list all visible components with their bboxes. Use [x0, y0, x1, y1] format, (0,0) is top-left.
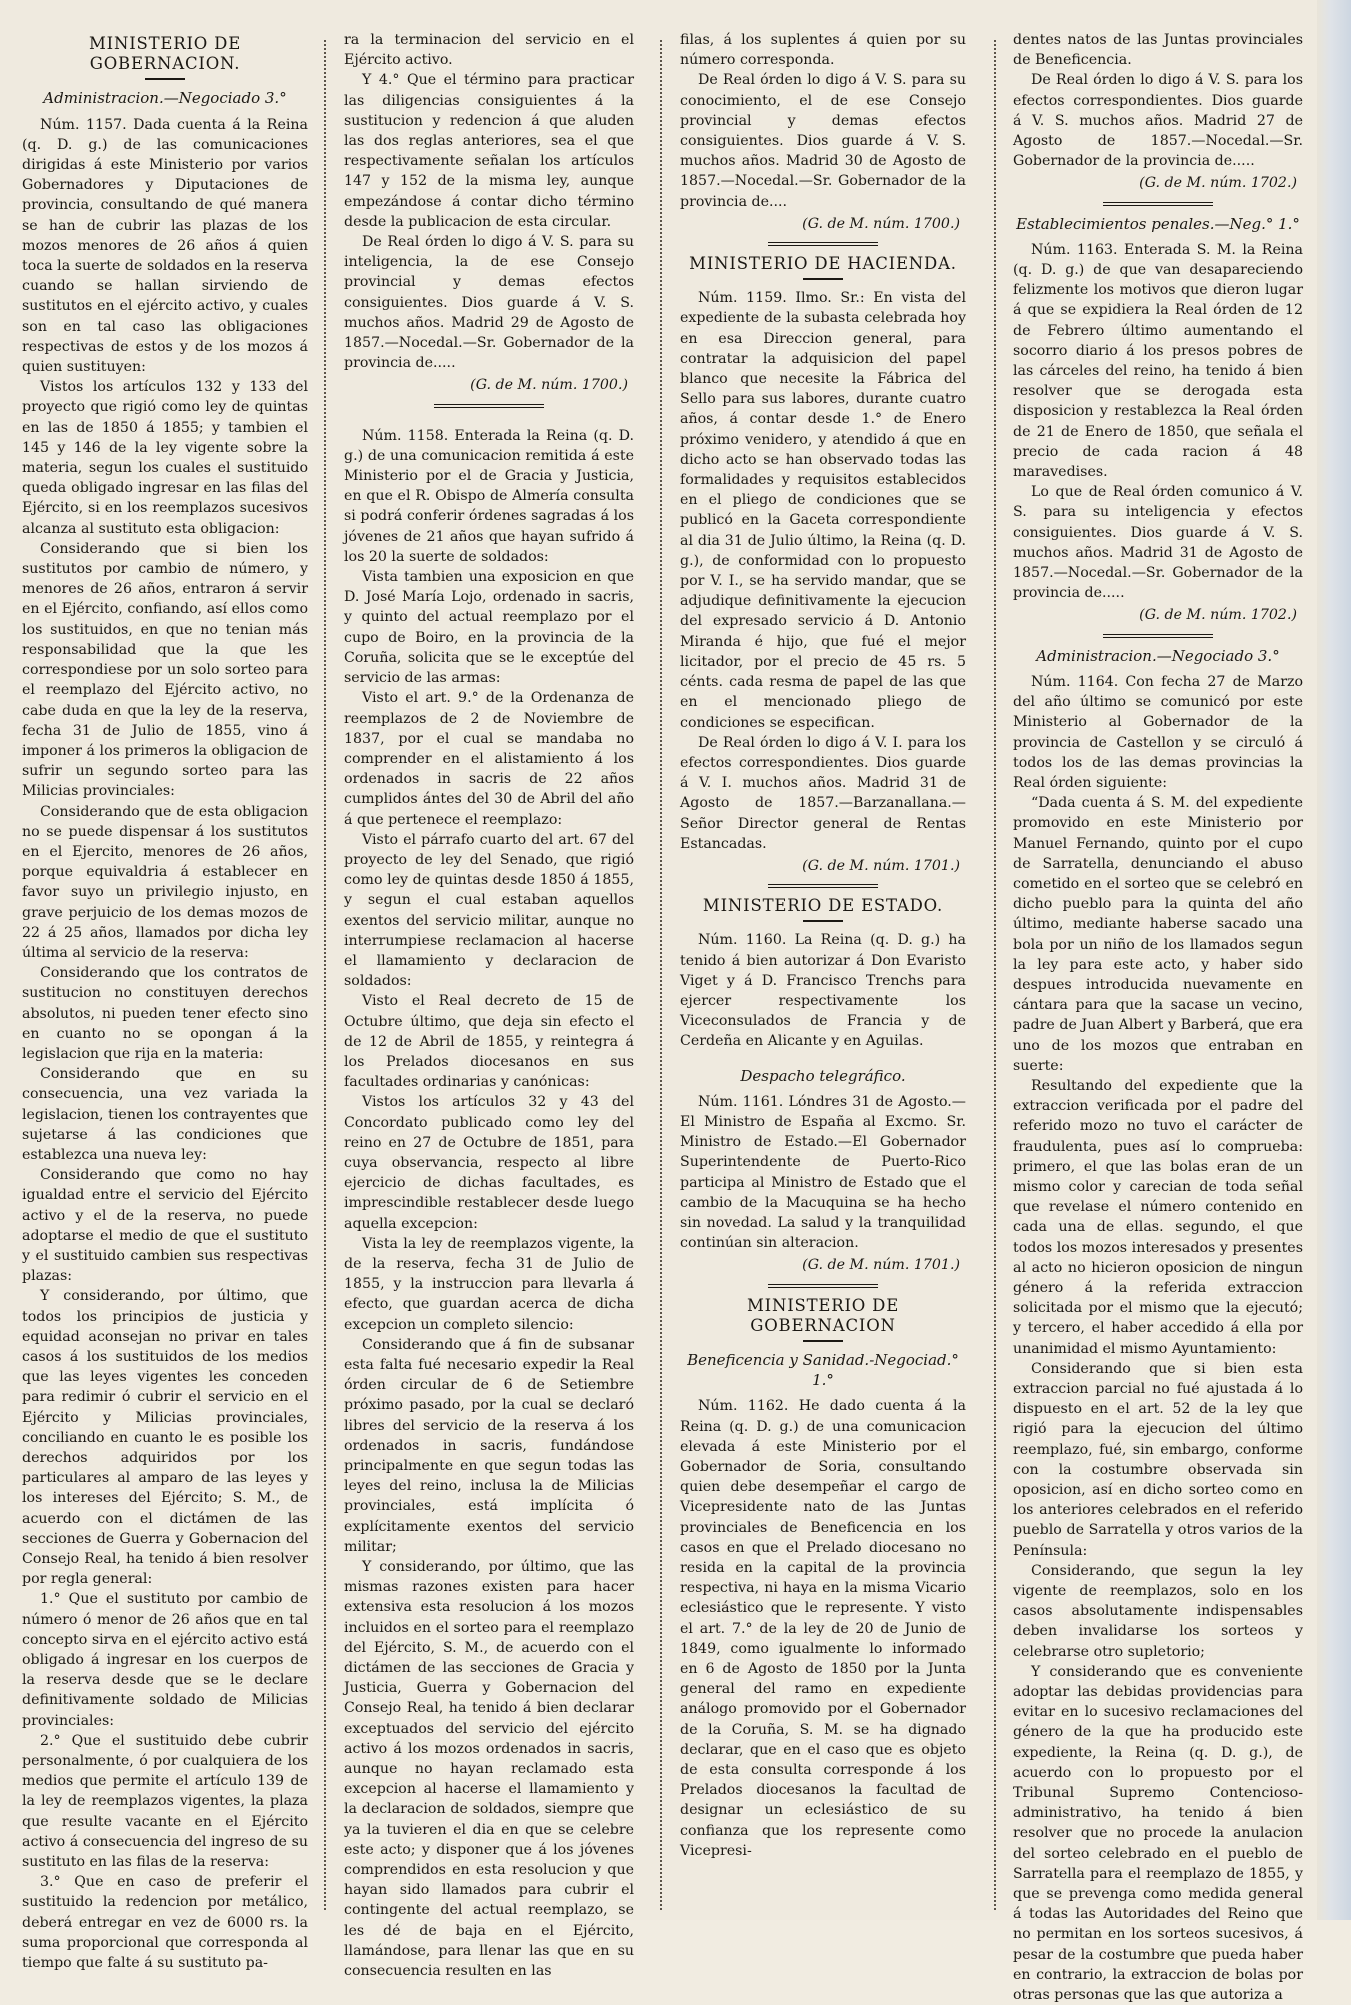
paragraph: ra la terminacion del servicio en el Ejército activo.	[344, 32, 634, 69]
column-divider	[994, 40, 996, 1910]
divider	[768, 1284, 878, 1288]
page-edge	[1317, 0, 1351, 1920]
paragraph: Visto el art. 9.° de la Ordenanza de reemplazos de 2 de Noviembre de 1837, por el cual se mandaba no comprender en el alistamiento á los ordenados in sacris de 22 años cumplidos ántes del 30 de Abril del año á que pertenece el reemplazo:	[344, 690, 634, 828]
paragraph: Y considerando, por último, que las mismas razones existen para hacer extensiva esta resolucion á los mozos incluidos en el sorteo para el reemplazo del Ejército, S. M., de acuerdo con el dictámen de las secciones de Gracia y Justicia, Guerra y Gobernacion del Consejo Real, ha tenido á bien declarar exceptuados del servicio del ejército activo á los mozos ordenados in sacris, aunque no hayan reclamado esta excepcion al hacerse el llamamiento y la declaracion de soldados, siempre que ya la tuvieren el dia en que se celebre este acto; y disponer que á los jóvenes comprendidos en esta resolucion y que hayan sido llamados para cubrir el contingente del actual reemplazo, se les dé de baja en el Ejército, llamándose, para llenar las que en su consecuencia resulten en las	[344, 1559, 634, 1980]
paragraph: “Dada cuenta á S. M. del expediente promovido en este Ministerio por Manuel Fernando, quinto por el cupo de Sarratella, denunciando el abuso cometido en el sorteo que se celebró en dicho pueblo para la quinta del año último, mediante haberse sacado una bola por un niño de los llamados segun la ley para este acto, y haber sido despues introducida nuevamente en cántara para que la sacase un vecino, padre de Juan Albert y Barberá, que era uno de los mozos que entraban en suerte:	[1013, 795, 1303, 1074]
divider	[803, 920, 843, 922]
paragraph: Lo que de Real órden comunico á V. S. para su inteligencia y efectos consiguientes. Dios guarde á V. S. muchos años. Madrid 31 de Agosto de 1857.—Nocedal.—Sr. Gobernador de la provincia de.....	[1013, 484, 1303, 602]
column-1	[22, 30, 308, 1972]
paragraph: Vista la ley de reemplazos vigente, la de la reserva, fecha 31 de Julio de 1855, y la instruccion para llevarla á efecto, que guardan acerca de dicha excepcion un completo silencio:	[344, 1235, 634, 1333]
paragraph: De Real órden lo digo á V. S. para los efectos correspondientes. Dios guarde á V. S. muchos años. Madrid 27 de Agosto de 1857.—Nocedal.—Sr. Gobernador de la provincia de.....	[1013, 72, 1303, 170]
gazette-reference: (G. de M. núm. 1702.)	[1139, 607, 1297, 624]
paragraph: dentes natos de las Juntas provinciales de Beneficencia.	[1013, 32, 1303, 69]
gazette-reference: (G. de M. núm. 1701.)	[802, 857, 960, 874]
gazette-reference: (G. de M. núm. 1700.)	[802, 215, 960, 232]
divider	[1103, 202, 1213, 206]
paragraph: Y 4.° Que el término para practicar las diligencias consiguientes á la sustitucion y redencion á que aluden las dos reglas anteriores, sea el que respectivamente señalan los artículos 147 y 152 de la misma ley, aunque empezándose á contar dicho término desde la publicacion de esta circular.	[344, 72, 634, 230]
divider	[434, 404, 544, 408]
paragraph: Visto el Real decreto de 15 de Octubre último, que deja sin efecto el de 12 de Abril de 1855, y reintegra á los Prelados diocesanos en sus facultades ordinarias y canónicas:	[344, 993, 634, 1091]
column-3	[680, 30, 966, 1910]
section-title: Administracion.—Negociado 3.°	[1036, 646, 1280, 665]
paragraph: Considerando que si bien esta extraccion parcial no fué ajustada á lo dispuesto en el art. 52 de la ley que rigió para la ejecucion del último reemplazo, fué, sin embargo, conforme con la costumbre observada sin oposicion, así en dicho sorteo como en los anteriores celebrados en el referido pueblo de Sarratella y otros varios de la Península:	[1013, 1360, 1303, 1559]
gazette-reference: (G. de M. núm. 1700.)	[470, 377, 628, 394]
paragraph: 1.° Que el sustituto por cambio de número ó menor de 26 años que en tal concepto sirva en el ejército activo está obligado á ingresar en los cuerpos de la reserva desde que se le declare definitivamente soldado de Milicias provinciales:	[22, 1591, 308, 1729]
paragraph: Y considerando que es conveniente adoptar las debidas providencias para evitar en lo sucesivo reclamaciones del género de la que ha producido este expediente, la Reina (q. D. g.), de acuerdo con lo propuesto por el Tribunal Supremo Contencioso-administrativo, ha tenido á bien resolver que no procede la anulacion del sorteo celebrado en el pueblo de Sarratella para el reemplazo de 1855, y que se prevenga como medida general á todas las Autoridades del Reino que no permitan en los sorteos sucesivos, á pesar de la costumbre que pueda haber en contrario, la extraccion de bolas por otras personas que las que autoriza a	[1013, 1663, 1303, 2004]
paragraph: 2.° Que el sustituido debe cubrir personalmente, ó por cualquiera de los medios que permite el artículo 139 de la ley de reemplazos vigentes, la plaza que resulte vacante en el Ejército activo á consecuencia del ingreso de su sustituto en las filas de la reserva:	[22, 1732, 308, 1871]
ministry-heading: MINISTERIO DE HACIENDA.	[689, 254, 957, 274]
paragraph: filas, á los suplentes á quien por su número corresponda.	[680, 32, 966, 69]
ministry-heading: MINISTERIO DE GOBERNACION.	[88, 34, 242, 74]
column-divider	[660, 40, 662, 1910]
column-divider	[324, 40, 326, 1910]
paragraph: 3.° Que en caso de preferir el sustituido la redencion por metálico, deberá entregar en vez de 6000 rs. la suma proporcional que corresponda al tiempo que falte á su sustituto pa-	[22, 1874, 308, 1972]
section-title: Establecimientos penales.—Neg.° 1.°	[1016, 214, 1300, 233]
paragraph: Considerando que si bien los sustitutos por cambio de número, y menores de 26 años, entraron á servir en el Ejército, confiando, así ellos como los sustituidos, en que no tenian más responsabilidad que la que les correspondiese por un solo sorteo para el reemplazo del Ejército activo, no cabe duda en que la ley de la reserva, fecha 31 de Julio de 1855, vino á imponer á los primeros la obligacion de sufrir un segundo sorteo para las Milicias provinciales:	[22, 540, 308, 800]
paragraph: Núm. 1158. Enterada la Reina (q. D. g.) de una comunicacion remitida á este Ministerio por el de Gracia y Justicia, en que el R. Obispo de Almería consulta si podrá conferir órdenes sagradas á los jóvenes de 21 años que hayan sufrido á los 20 la suerte de soldados:	[344, 427, 634, 565]
paragraph: Vistos los artículos 32 y 43 del Concordato publicado como ley del reino en 27 de Octubre de 1851, para cuya observancia, respecto al libre ejercicio de dichas facultades, es imprescindible restablecer desde luego aquella excepcion:	[344, 1094, 634, 1232]
paragraph: Núm. 1160. La Reina (q. D. g.) ha tenido á bien autorizar á Don Evaristo Viget y á D. Francisco Trenchs para ejercer respectivamente los Viceconsulados de Francia y de Cerdeña en Alicante y en Aguilas.	[680, 932, 966, 1050]
paragraph: Vistos los artículos 132 y 133 del proyecto que rigió como ley de quintas en las de 1850 á 1855; y tambien el 145 y 146 de la ley vigente sobre la materia, segun los cuales el sustituido queda obligado ingresar en las filas del Ejército, si en los reemplazos sucesivos alcanza al sustituto esta obligacion:	[22, 379, 308, 537]
paragraph: Resultando del expediente que la extraccion verificada por el padre del referido mozo no tuvo el carácter de fraudulenta, pues así lo comprueba: primero, el que las bolas eran de un mismo color y carecian de toda señal que revelase el número contenido en cada una de ellas. segundo, el que todos los mozos interesados y presentes al acto no hicieron oposicion de ningun género á la referida extraccion solicitada por el mismo que la ejecutó; y tercero, el haber accedido á ella por unanimidad el mismo Ayuntamiento:	[1013, 1077, 1303, 1357]
paragraph: Considerando que en su consecuencia, una vez variada la legislacion, tienen los contrayentes que sujetarse á las condiciones que establezca una nueva ley:	[22, 1066, 308, 1163]
paragraph: Y considerando, por último, que todos los principios de justicia y equidad aconsejan no privar en tales casos á los sustituidos de los medios que las leyes vigentes les conceden para redimir ó cubrir el servicio en el Ejército y Milicias provinciales, conciliando en cuanto le es posible los derechos adquiridos por los particulares al amparo de las leyes y los intereses del Ejército; S. M., de acuerdo con el dictámen de las secciones de Guerra y Gobernacion del Consejo Real, ha tenido á bien resolver por regla general:	[22, 1288, 308, 1588]
paragraph: Considerando que de esta obligacion no se puede dispensar á los sustitutos en el Ejercito, menores de 26 años, porque equivaldria á establecer en favor suyo un privilegio injusto, en grave perjuicio de los demas mozos de 22 á 25 años, llamados por dicha ley última al servicio de la reserva:	[22, 803, 308, 961]
divider	[768, 884, 878, 888]
ministry-heading: MINISTERIO DE GOBERNACION	[746, 1295, 900, 1335]
paragraph: De Real órden lo digo á V. S. para su conocimiento, el de ese Consejo provincial y demas efectos consiguientes. Dios guarde á V. S. muchos años. Madrid 30 de Agosto de 1857.—Nocedal.—Sr. Gobernador de la provincia de....	[680, 72, 966, 210]
divider	[1103, 634, 1213, 638]
paragraph: Núm. 1157. Dada cuenta á la Reina (q. D. g.) de las comunicaciones dirigidas á este Ministerio por varios Gobernadores y Diputaciones de provincia, consultando de qué manera se han de cubrir las plazas de los mozos menores de 26 años á quien toca la suerte de soldados en la reserva cuando se hallan sirviendo de sustitutos en el ejército activo, y cuales son en tal caso las obligaciones respectivas de estos y de los mozos á quien sustituyen:	[22, 116, 308, 376]
gazette-reference: (G. de M. núm. 1702.)	[1139, 175, 1297, 192]
paragraph: Considerando que los contratos de sustitucion no constituyen derechos absolutos, ni pueden tener efecto sino en cuanto no se opongan á la legislacion que rija en la materia:	[22, 965, 308, 1062]
paragraph: Vista tambien una exposicion en que D. José María Lojo, ordenado in sacris, y quinto del actual reemplazo por el cupo de Boiro, en la provincia de la Coruña, solicita que se le exceptúe del servicio de las armas:	[344, 569, 634, 687]
gazette-reference: (G. de M. núm. 1701.)	[802, 1257, 960, 1274]
section-title: Administracion.—Negociado 3.°	[43, 89, 287, 108]
column-2	[344, 30, 634, 1980]
paragraph: Visto el párrafo cuarto del art. 67 del proyecto de ley del Senado, que rigió como ley de quintas desde 1850 á 1855, y segun el cual estaban aquellos exentos del servicio militar, aunque no interrumpiese reclamacion al hacerse el llamamiento y declaracion de soldados:	[344, 831, 634, 990]
paragraph: Considerando que como no hay igualdad entre el servicio del Ejército activo y el de la reserva, no puede adoptarse el medio de que el sustituto y el sustituido cambien sus respectivas plazas:	[22, 1167, 308, 1285]
divider	[803, 278, 843, 280]
paragraph: Núm. 1159. Ilmo. Sr.: En vista del expediente de la subasta celebrada hoy en esa Direccion general, para contratar la adquisicion del papel blanco que necesite la Fábrica del Sello para sus labores, durante cuatro años, á contar desde 1.° de Enero próximo venidero, y atendido á que en dicho acto se han observado todas las formalidades y requisitos establecidos en el pliego de condiciones que se publicó en la Gaceta correspondiente al dia 31 de Julio último, la Reina (q. D. g.), de conformidad con lo propuesto por V. I., se ha servido mandar, que se adjudique definitivamente la ejecucion del expresado servicio á D. Antonio Miranda é hijo, que fué el mejor licitador, por el precio de 45 rs. 5 cénts. cada resma de papel de las que en el mencionado pliego de condiciones se especifican.	[680, 290, 966, 731]
paragraph: Núm. 1164. Con fecha 27 de Marzo del año último se comunicó por este Ministerio al Gobernador de la provincia de Castellon y se circuló á todos los de las demas provincias la Real órden siguiente:	[1013, 673, 1303, 791]
paragraph: Núm. 1162. He dado cuenta á la Reina (q. D. g.) de una comunicacion elevada á este Ministerio por el Gobernador de Soria, consultando quien debe desempeñar el cargo de Vicepresidente nato de las Juntas provinciales de Beneficencia en los casos en que el Prelado diocesano no resida en la capital de la provincia respectiva, ni haya en la misma Vicario eclesiástico que le represente. Y visto el art. 7.° de la ley de 20 de Junio de 1849, como igualmente lo informado en 6 de Agosto de 1850 por la Junta general del ramo en expediente análogo promovido por el Gobernador de la Coruña, S. M. se ha dignado declarar, que en el caso que es objeto de esta consulta corresponde á los Prelados diocesanos la facultad de designar un eclesiástico de su confianza que los represente como Vicepresi-	[680, 1398, 966, 1859]
paragraph: De Real órden lo digo á V. I. para los efectos correspondientes. Dios guarde á V. I. muchos años. Madrid 31 de Agosto de 1857.—Barzanallana.—Señor Director general de Rentas Estancadas.	[680, 734, 966, 852]
paragraph: Considerando que á fin de subsanar esta falta fué necesario expedir la Real órden circular de 6 de Setiembre próximo pasado, por la cual se declaró libres del servicio de la reserva á los ordenados in sacris, fundándose principalmente en que segun todas las leyes del reino, inclusa la de Milicias provinciales, está implícita ó explícitamente exentos del servicio militar;	[344, 1336, 634, 1555]
column-4	[1013, 30, 1303, 2004]
divider	[803, 1340, 843, 1342]
paragraph: Núm. 1163. Enterada S. M. la Reina (q. D. g.) de que van desapareciendo felizmente los motivos que dieron lugar á que se expidiera la Real órden de 12 de Febrero último aumentando el socorro diario á los presos pobres de las cárceles del reino, ha tenido á bien resolver que se derogada esta disposicion y restablezca la Real órden de 21 de Enero de 1850, que señala el precio de cada racion á 48 maravedises.	[1013, 241, 1303, 481]
divider	[145, 78, 185, 80]
paragraph: Núm. 1161. Lóndres 31 de Agosto.—El Ministro de España al Excmo. Sr. Ministro de Estado.—El Gobernador Superintendente de Puerto-Rico participa al Ministro de Estado que el cambio de la Macuquina se ha hecho sin novedad. La salud y la tranquilidad continúan sin alteracion.	[680, 1093, 966, 1252]
paragraph: De Real órden lo digo á V. S. para su inteligencia, la de ese Consejo provincial y demas efectos consiguientes. Dios guarde á V. S. muchos años. Madrid 29 de Agosto de 1857.—Nocedal.—Sr. Gobernador de la provincia de.....	[344, 234, 634, 372]
ministry-heading: MINISTERIO DE ESTADO.	[702, 896, 944, 916]
divider	[768, 242, 878, 246]
paragraph: Considerando, que segun la ley vigente de reemplazos, solo en los casos absolutamente indispensables deben invalidarse los sorteos y celebrarse otro supletorio;	[1013, 1562, 1303, 1660]
section-title: Despacho telegráfico.	[740, 1066, 906, 1085]
section-title: Beneficencia y Sanidad.-Negociad.° 1.°	[687, 1350, 959, 1390]
